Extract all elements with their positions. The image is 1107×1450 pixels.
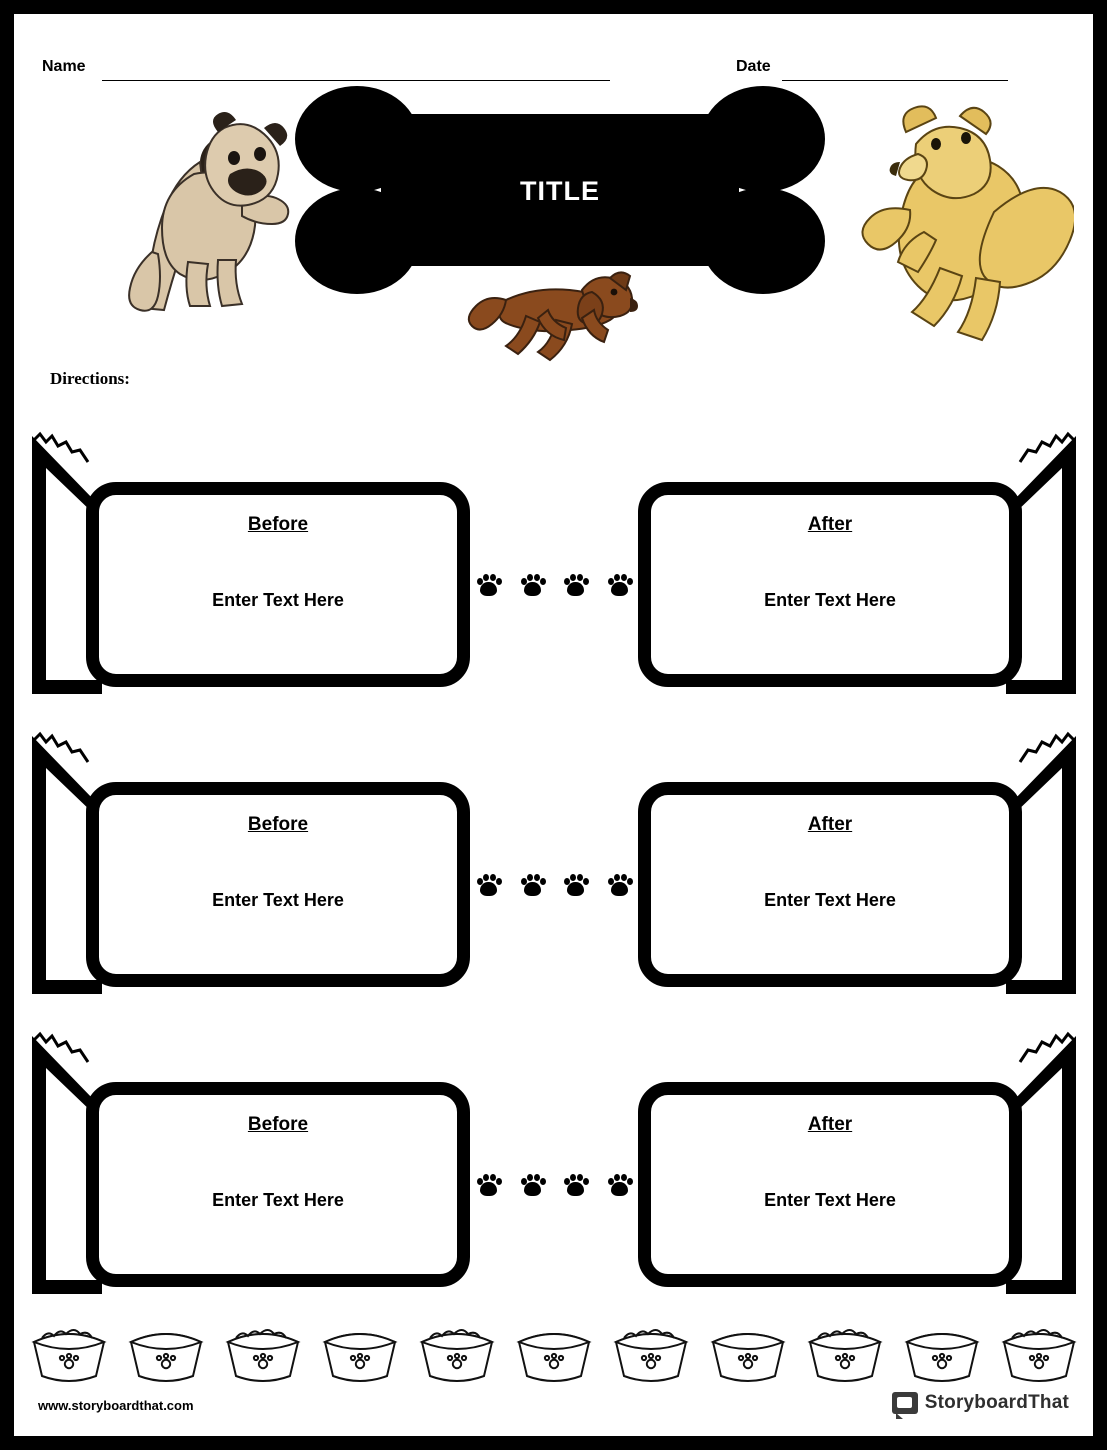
dog-food-bowl-icon	[703, 1316, 793, 1386]
comparison-row	[24, 1024, 1084, 1302]
before-box-frame	[86, 782, 470, 987]
brand-logo	[892, 1392, 1069, 1414]
before-text[interactable]: Enter Text Here	[212, 590, 344, 610]
name-label: Name	[42, 58, 86, 75]
before-heading: Before	[247, 1114, 309, 1135]
paw-icon	[476, 1174, 502, 1198]
right-wing-decor	[964, 430, 1084, 700]
date-label: Date	[736, 58, 771, 75]
before-box[interactable]	[86, 482, 470, 687]
dachshund-dog-icon	[464, 254, 644, 364]
paw-icon	[520, 874, 546, 898]
dog-food-bowl-icon	[315, 1316, 405, 1386]
pug-dog-icon	[92, 102, 292, 317]
dog-food-bowl-icon	[800, 1316, 890, 1386]
brand-name: StoryboardThat	[924, 1392, 1069, 1413]
before-heading: Before	[247, 814, 309, 835]
name-input-line[interactable]	[102, 80, 610, 81]
dog-food-bowl-icon	[994, 1316, 1084, 1386]
golden-retriever-dog-icon	[844, 92, 1074, 352]
dog-food-bowl-icon	[24, 1316, 114, 1386]
before-text[interactable]: Enter Text Here	[212, 1190, 344, 1210]
paw-icon	[520, 1174, 546, 1198]
footer-url[interactable]: www.storyboardthat.com	[38, 1398, 194, 1413]
right-wing-decor	[964, 730, 1084, 1000]
dog-food-bowl-icon	[412, 1316, 502, 1386]
paw-icon	[607, 874, 633, 898]
header-fields	[14, 54, 1093, 88]
before-box-frame	[86, 482, 470, 687]
after-text[interactable]: Enter Text Here	[764, 590, 896, 610]
paw-icon	[563, 574, 589, 598]
paw-icon	[476, 874, 502, 898]
footer	[14, 1392, 1093, 1422]
directions-label: Directions:	[50, 369, 130, 388]
paw-icon	[563, 874, 589, 898]
paw-icon	[520, 574, 546, 598]
after-text[interactable]: Enter Text Here	[764, 890, 896, 910]
after-text[interactable]: Enter Text Here	[764, 1190, 896, 1210]
dog-food-bowl-icon	[218, 1316, 308, 1386]
dog-food-bowl-icon	[509, 1316, 599, 1386]
dog-food-bowl-icon	[121, 1316, 211, 1386]
before-text[interactable]: Enter Text Here	[212, 890, 344, 910]
dog-food-bowl-icon	[606, 1316, 696, 1386]
after-heading: After	[807, 814, 853, 835]
before-heading: Before	[247, 514, 309, 535]
paw-icon	[607, 1174, 633, 1198]
right-wing-decor	[964, 1030, 1084, 1300]
storyboard-logo-icon	[892, 1392, 918, 1414]
after-heading: After	[807, 1114, 853, 1135]
before-box[interactable]	[86, 1082, 470, 1287]
comparison-row	[24, 424, 1084, 702]
paw-icon	[563, 1174, 589, 1198]
comparison-row	[24, 724, 1084, 1002]
paw-icon	[607, 574, 633, 598]
date-input-line[interactable]	[782, 80, 1008, 81]
after-heading: After	[807, 514, 853, 535]
dog-bowl-strip	[24, 1314, 1084, 1386]
before-box-frame	[86, 1082, 470, 1287]
before-box[interactable]	[86, 782, 470, 987]
dog-food-bowl-icon	[897, 1316, 987, 1386]
worksheet-sheet	[14, 14, 1093, 1436]
paw-icon	[476, 574, 502, 598]
page-title[interactable]: TITLE	[520, 176, 600, 206]
